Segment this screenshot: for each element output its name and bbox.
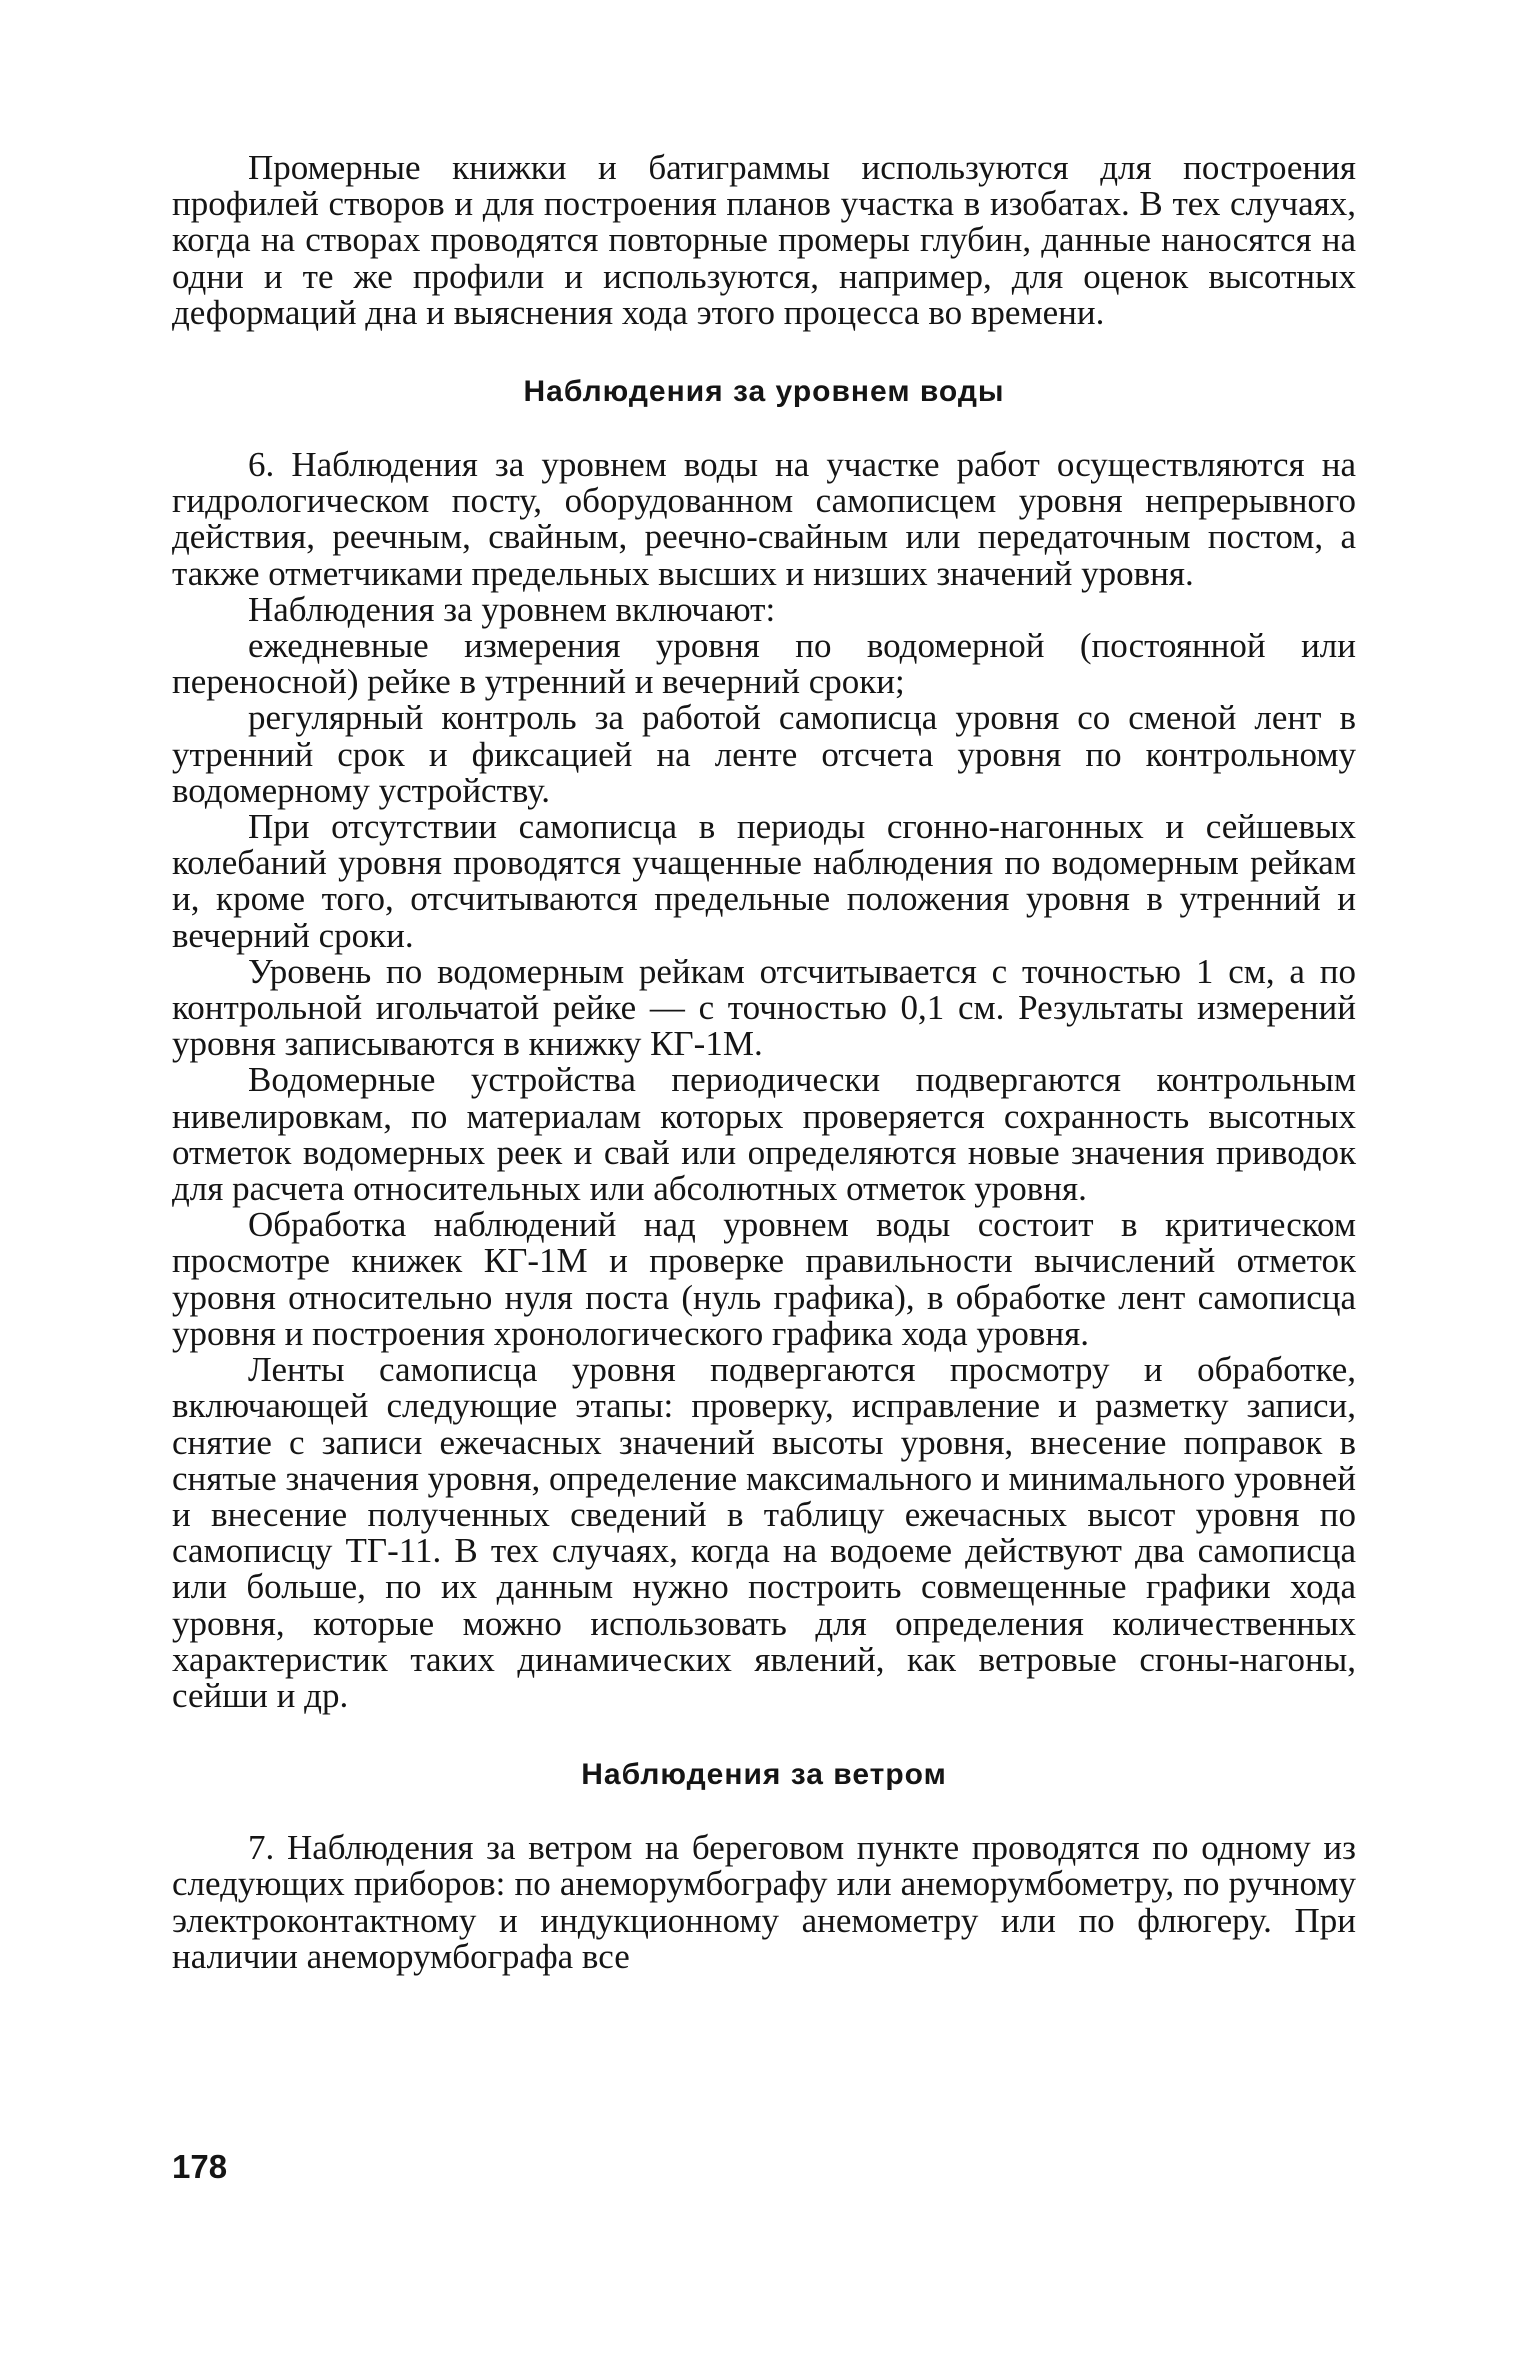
paragraph: 6. Наблюдения за уровнем воды на участке работ осуществляются на гидрологическом посту, оборудованном самописцем уровня непрерывного действия, реечным, свайным, реечно-свайным или передаточным постом, а также отметчиками предельных высших и низших значений уровня. <box>172 445 1356 593</box>
intro-paragraph: Промерные книжки и батиграммы используются для построения профилей створов и для построения планов участка в изобатах. В тех случаях, когда на створах проводятся повторные промеры глубин, данные наносятся на одни и те же профили и используются, например, для оценок высотных деформаций дна и выяснения хода этого процесса во времени. <box>172 148 1356 332</box>
paragraph: Наблюдения за уровнем включают: <box>248 589 776 629</box>
paragraph: Обработка наблюдений над уровнем воды состоит в критическом просмотре книжек КГ-1М и проверке правильности вычислений отметок уровня относительно нуля поста (нуль графика), в обработке лент самописца уровня и построения хронологического графика хода уровня. <box>172 1205 1356 1353</box>
paragraph: Ленты самописца уровня подвергаются просмотру и обработке, включающей следующие этапы: проверку, исправление и разметку записи, снятие с записи ежечасных значений высоты уровня, внесение поправок в снятые значения уровня, определение максимального и минимального уровней и внесение полученных сведений в таблицу ежечасных высот уровня по самописцу ТГ-11. В тех случаях, когда на водоеме действуют два самописца или больше, по их данным нужно построить совмещенные графики хода уровня, которые можно использовать для определения количественных характеристик таких динамических явлений, как ветровые сгоны-нагоны, сейши и др. <box>172 1350 1356 1715</box>
paragraph: 7. Наблюдения за ветром на береговом пункте проводятся по одному из следующих приборов: по анеморумбографу или анеморумбометру, по ручному электроконтактному и индукционному анемометру или по флюгеру. При наличии анеморумбографа все <box>172 1828 1356 1976</box>
section-heading-wind: Наблюдения за ветром <box>581 1758 947 1792</box>
section-heading-water-level: Наблюдения за уровнем воды <box>523 375 1005 409</box>
page-body <box>172 150 1356 1975</box>
paragraph: При отсутствии самописца в периоды сгонно-нагонных и сейшевых колебаний уровня проводятся учащенные наблюдения по водомерным рейкам и, кроме того, отсчитываются предельные положения уровня в утренний и вечерний сроки. <box>172 807 1356 955</box>
paragraph: регулярный контроль за работой самописца уровня со сменой лент в утренний срок и фиксацией на ленте отсчета уровня по контрольному водомерному устройству. <box>172 698 1356 810</box>
paragraph: Уровень по водомерным рейкам отсчитывается с точностью 1 см, а по контрольной игольчатой рейке — с точностью 0,1 см. Результаты измерений уровня записываются в книжку КГ-1М. <box>172 951 1356 1064</box>
paragraph: ежедневные измерения уровня по водомерной (постоянной или переносной) рейке в утренний и вечерний сроки; <box>172 626 1356 702</box>
page-number: 178 <box>172 2148 228 2185</box>
paragraph: Водомерные устройства периодически подвергаются контрольным нивелировкам, по материалам которых проверяется сохранность высотных отметок водомерных реек и свай или определяются новые значения приводок для расчета относительных или абсолютных отметок уровня. <box>172 1060 1356 1209</box>
